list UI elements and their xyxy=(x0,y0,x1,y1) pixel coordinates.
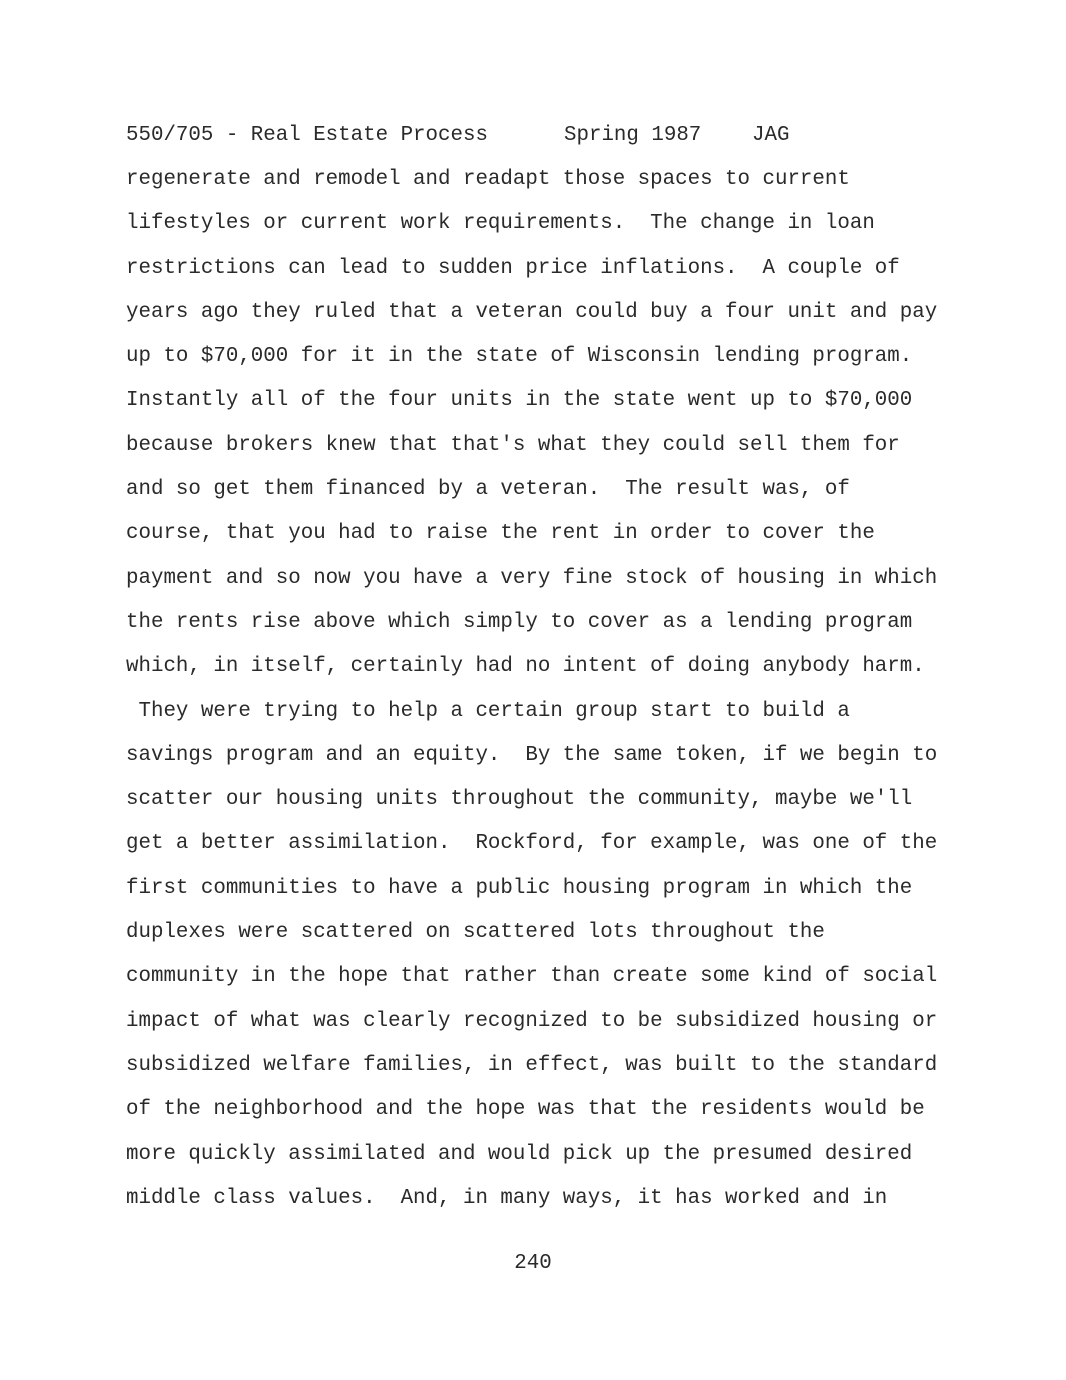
text-line: subsidized welfare families, in effect, was built to the standard xyxy=(126,1053,938,1077)
text-line: because brokers knew that that's what they could sell them for xyxy=(126,433,900,457)
text-line: first communities to have a public housing program in which the xyxy=(126,876,913,900)
header-course: 550/705 - Real Estate Process xyxy=(126,124,488,147)
text-line: the rents rise above which simply to cover as a lending program xyxy=(126,610,913,634)
header-term: Spring 1987 xyxy=(564,124,702,147)
text-line: course, that you had to raise the rent in order to cover the xyxy=(126,522,875,546)
header-initials: JAG xyxy=(752,124,790,147)
text-line: regenerate and remodel and readapt those spaces to current xyxy=(126,168,850,191)
text-line: up to $70,000 for it in the state of Wisconsin lending program. xyxy=(126,345,913,369)
text-line: They were trying to help a certain group start to build a xyxy=(126,699,850,723)
text-line: scatter our housing units throughout the community, maybe we'll xyxy=(126,788,913,812)
page-number: 240 xyxy=(514,1252,552,1275)
text-line: duplexes were scattered on scattered lots throughout the xyxy=(126,921,825,945)
body-text xyxy=(126,166,1026,1229)
text-line: years ago they ruled that a veteran could buy a four unit and pay xyxy=(126,300,938,324)
page-header xyxy=(126,122,790,150)
text-line: middle class values. And, in many ways, it has worked and in xyxy=(126,1186,888,1210)
text-line: get a better assimilation. Rockford, for example, was one of the xyxy=(126,832,938,856)
text-line: savings program and an equity. By the same token, if we begin to xyxy=(126,743,938,767)
text-line: and so get them financed by a veteran. The result was, of xyxy=(126,478,850,502)
text-line: more quickly assimilated and would pick up the presumed desired xyxy=(126,1142,913,1166)
text-line: community in the hope that rather than create some kind of social xyxy=(126,965,938,989)
text-line: which, in itself, certainly had no intent of doing anybody harm. xyxy=(126,655,925,679)
text-line: of the neighborhood and the hope was that the residents would be xyxy=(126,1098,925,1122)
text-line: lifestyles or current work requirements. The change in loan xyxy=(126,212,875,236)
text-line: payment and so now you have a very fine stock of housing in which xyxy=(126,566,938,590)
text-line: impact of what was clearly recognized to be subsidized housing or xyxy=(126,1009,938,1033)
text-line: Instantly all of the four units in the state went up to $70,000 xyxy=(126,389,913,413)
text-line: restrictions can lead to sudden price inflations. A couple of xyxy=(126,256,900,280)
